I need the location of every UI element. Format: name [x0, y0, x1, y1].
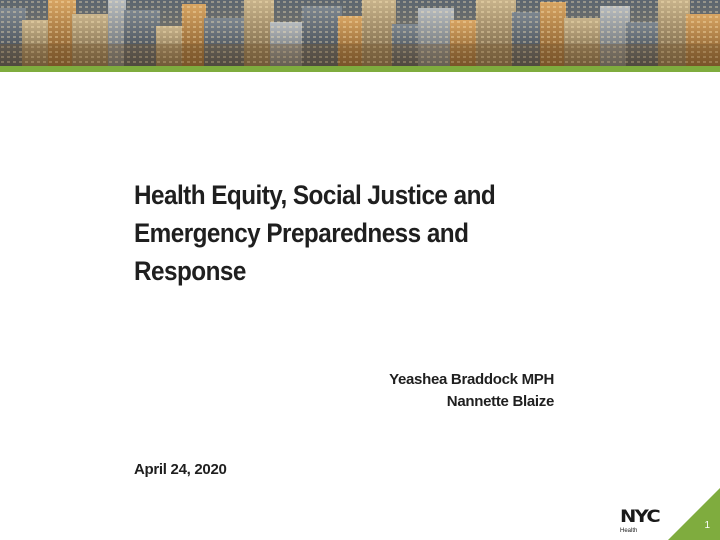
logo-subtext: Health: [620, 528, 638, 534]
city-skyline-banner: [0, 0, 720, 66]
title-line: Response: [134, 256, 246, 286]
author-name: Yeashea Braddock MPH: [389, 371, 554, 388]
slide-title: [134, 176, 530, 290]
title-line: Health Equity, Social Justice and: [134, 180, 496, 210]
presentation-date: April 24, 2020: [134, 461, 227, 478]
city-skyline-image: [0, 0, 720, 66]
logo-mark: NYC: [620, 507, 660, 527]
nyc-health-logo: [620, 509, 674, 537]
title-line: Emergency Preparedness and: [134, 218, 469, 248]
page-number: 1: [704, 520, 710, 531]
author-name: Nannette Blaize: [446, 393, 554, 410]
author-list: [389, 369, 554, 413]
corner-triangle-accent: [668, 488, 720, 540]
accent-green-bar: [0, 66, 720, 72]
